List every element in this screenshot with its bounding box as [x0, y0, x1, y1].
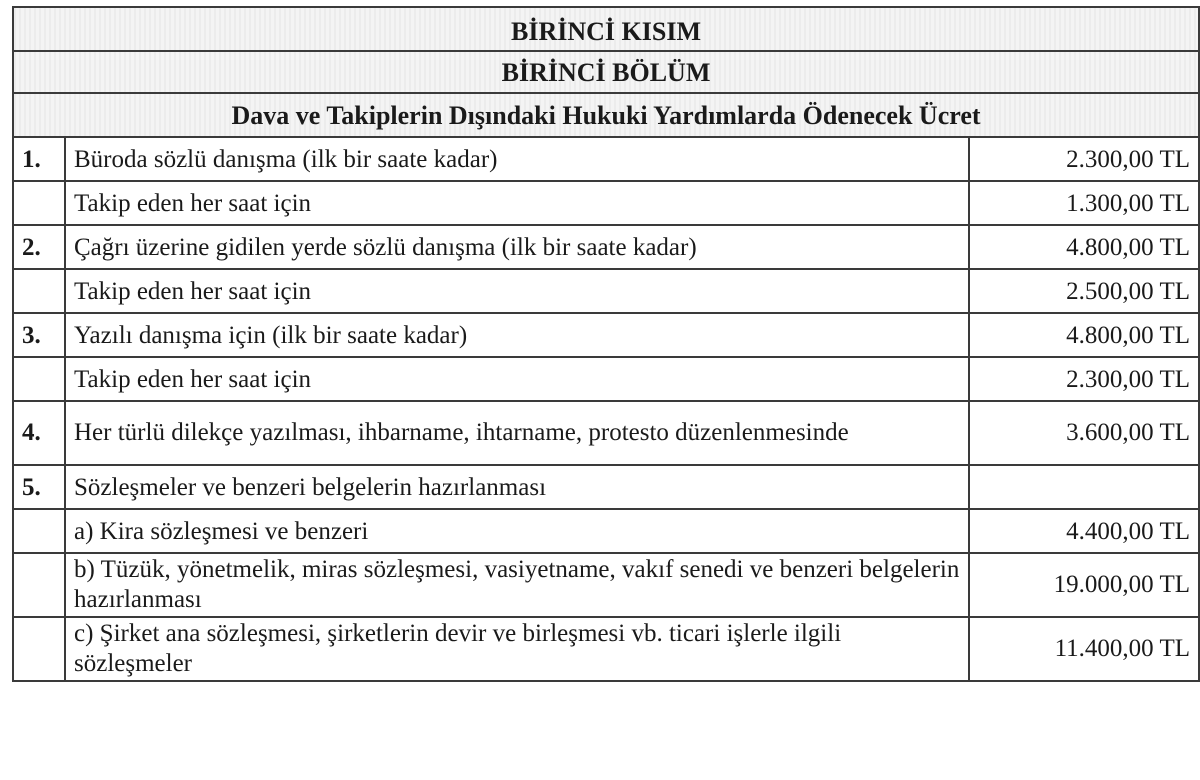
item-fee: 2.300,00 TL — [969, 137, 1199, 181]
item-fee: 2.500,00 TL — [969, 269, 1199, 313]
item-description: Takip eden her saat için — [65, 269, 969, 313]
item-number — [13, 617, 65, 681]
item-fee — [969, 465, 1199, 509]
table-row — [13, 401, 1199, 465]
item-number — [13, 509, 65, 553]
item-number — [13, 553, 65, 617]
item-number: 1. — [13, 137, 65, 181]
fee-table — [12, 6, 1200, 682]
item-number: 2. — [13, 225, 65, 269]
section-header: BİRİNCİ BÖLÜM — [13, 51, 1199, 93]
item-description: Her türlü dilekçe yazılması, ihbarname, ihtarname, protesto düzenlenmesinde — [65, 401, 969, 465]
item-description: b) Tüzük, yönetmelik, miras sözleşmesi, vasiyetname, vakıf senedi ve benzeri belgelerin hazırlanması — [65, 553, 969, 617]
table-row — [13, 465, 1199, 509]
table-title: Dava ve Takiplerin Dışındaki Hukuki Yardımlarda Ödenecek Ücret — [13, 93, 1199, 137]
part-header: BİRİNCİ KISIM — [13, 7, 1199, 51]
item-fee: 19.000,00 TL — [969, 553, 1199, 617]
table-row — [13, 269, 1199, 313]
item-number — [13, 181, 65, 225]
table-row — [13, 137, 1199, 181]
item-fee: 2.300,00 TL — [969, 357, 1199, 401]
table-row — [13, 617, 1199, 681]
item-description: Takip eden her saat için — [65, 357, 969, 401]
item-fee: 4.800,00 TL — [969, 313, 1199, 357]
item-number: 5. — [13, 465, 65, 509]
item-description: c) Şirket ana sözleşmesi, şirketlerin devir ve birleşmesi vb. ticari işlerle ilgili sözleşmeler — [65, 617, 969, 681]
item-description: Yazılı danışma için (ilk bir saate kadar) — [65, 313, 969, 357]
table-row — [13, 313, 1199, 357]
table-row — [13, 509, 1199, 553]
item-number — [13, 357, 65, 401]
item-description: a) Kira sözleşmesi ve benzeri — [65, 509, 969, 553]
section-header-row — [13, 51, 1199, 93]
item-number — [13, 269, 65, 313]
item-number: 3. — [13, 313, 65, 357]
table-row — [13, 357, 1199, 401]
fee-schedule-document — [12, 6, 1200, 780]
title-header-row — [13, 93, 1199, 137]
table-row — [13, 553, 1199, 617]
part-header-row — [13, 7, 1199, 51]
item-fee: 1.300,00 TL — [969, 181, 1199, 225]
table-row — [13, 225, 1199, 269]
item-number: 4. — [13, 401, 65, 465]
item-description: Çağrı üzerine gidilen yerde sözlü danışma (ilk bir saate kadar) — [65, 225, 969, 269]
item-fee: 3.600,00 TL — [969, 401, 1199, 465]
item-fee: 11.400,00 TL — [969, 617, 1199, 681]
item-description: Takip eden her saat için — [65, 181, 969, 225]
item-description: Sözleşmeler ve benzeri belgelerin hazırlanması — [65, 465, 969, 509]
item-fee: 4.400,00 TL — [969, 509, 1199, 553]
item-description: Büroda sözlü danışma (ilk bir saate kadar) — [65, 137, 969, 181]
item-fee: 4.800,00 TL — [969, 225, 1199, 269]
table-row — [13, 181, 1199, 225]
